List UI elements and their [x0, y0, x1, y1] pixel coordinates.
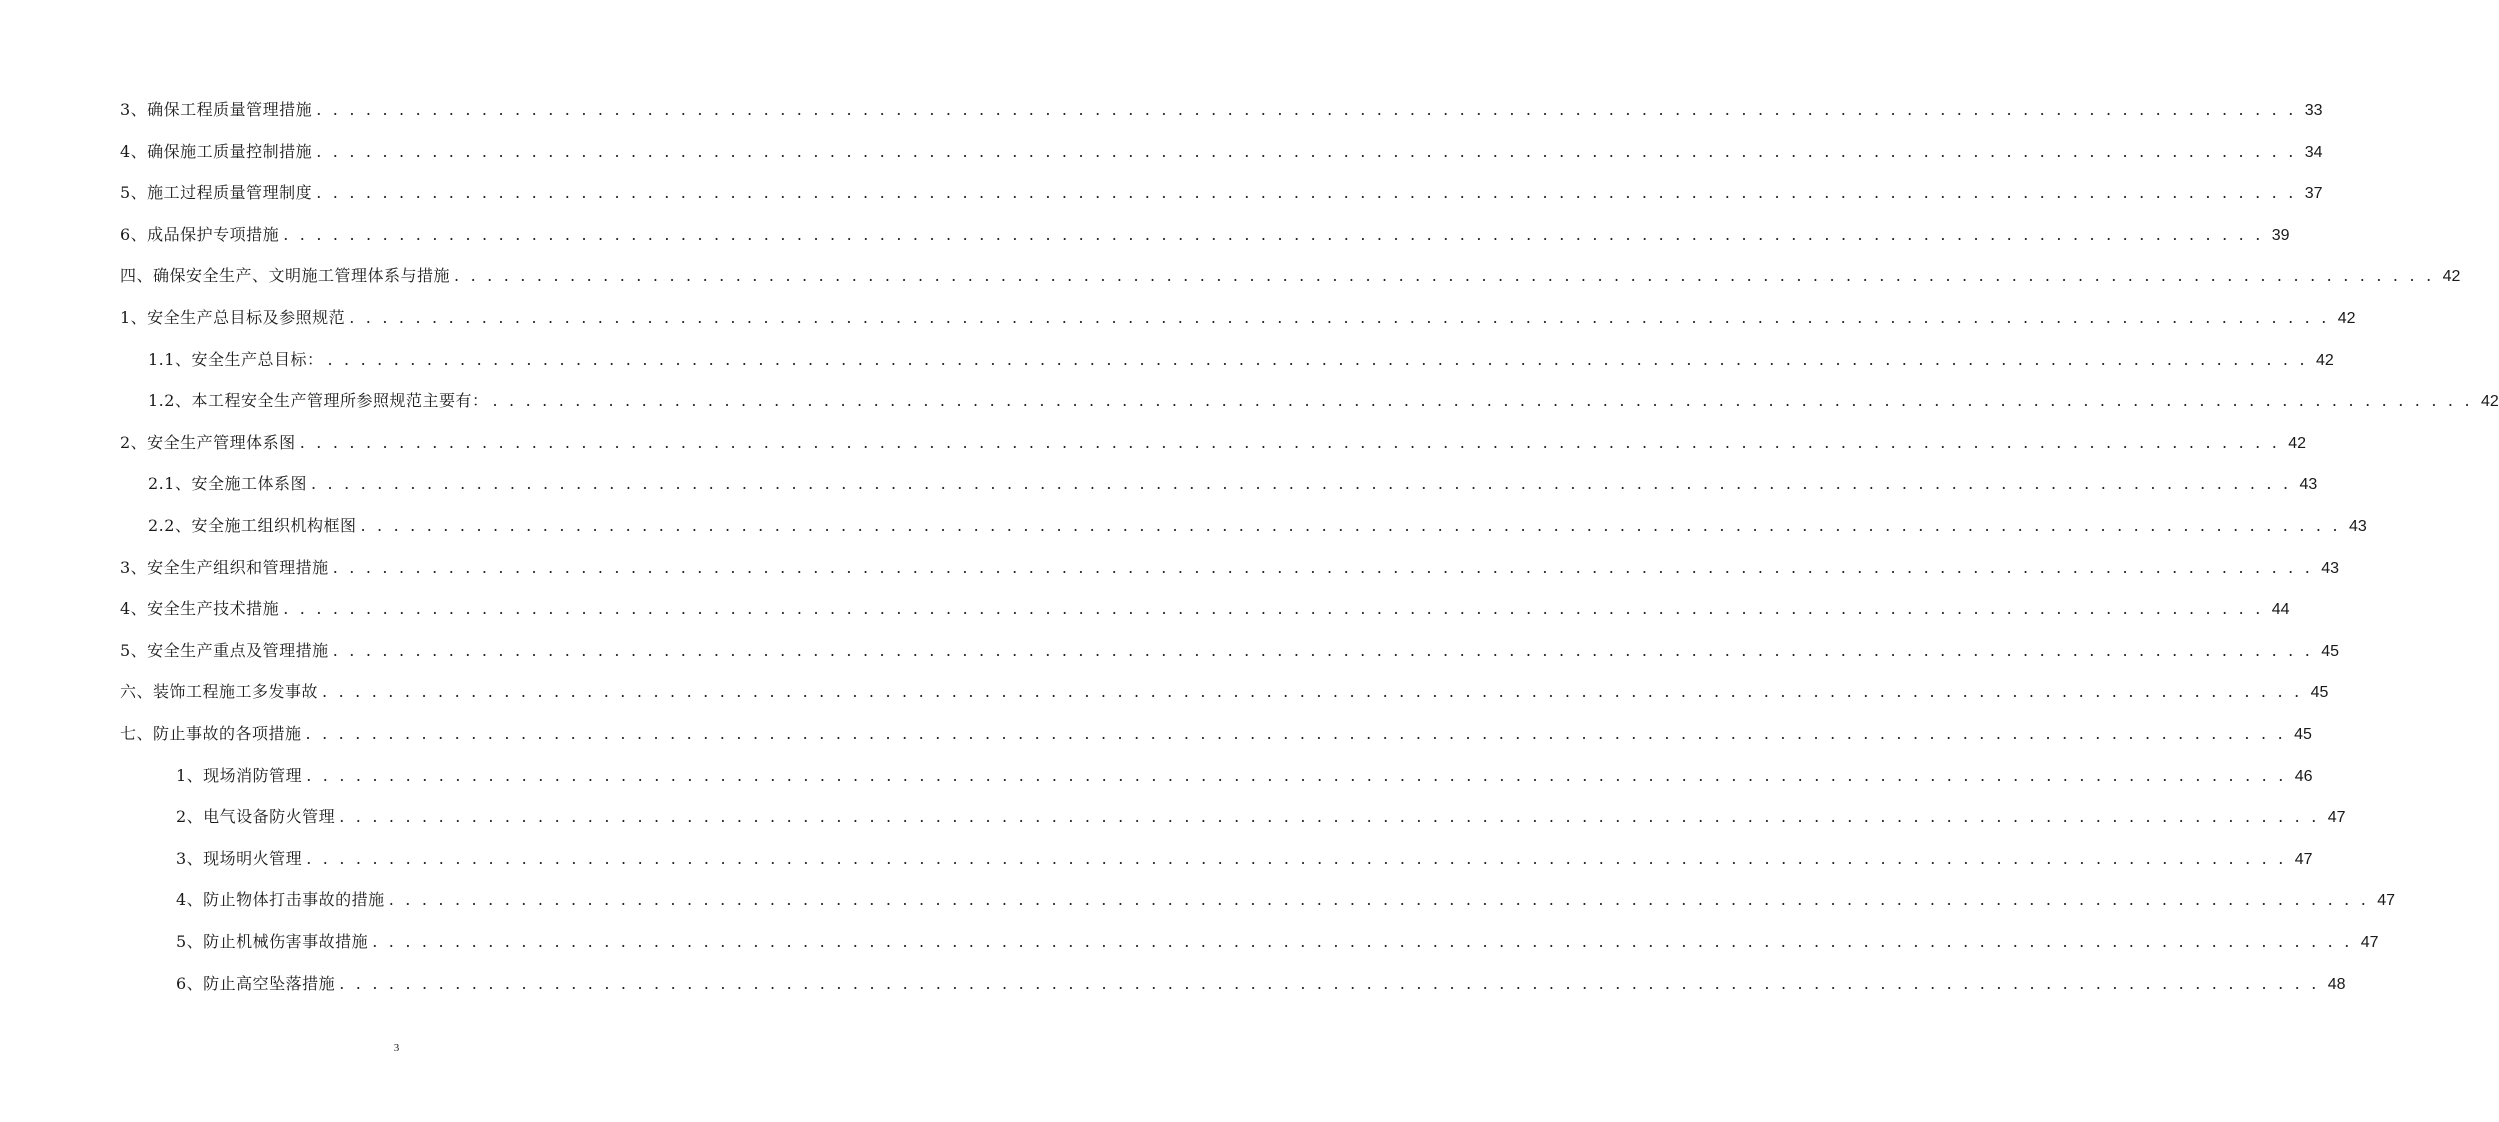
- toc-entry-page: 34: [2304, 144, 2323, 161]
- toc-dot-leader: . . . . . . . . . . . . . . . . . . . . . . . . . . . . . . . . . . . . . . . . . . . . . . . . . . . . . . . . . . . . . . . . . . . . . . . . . . . . . . . . . . . . . . . . . . . . . . . . . . . . . . . . . . . . . . . . . . . . . . . .: [332, 641, 2314, 660]
- toc-entry-page: 42: [2288, 435, 2307, 452]
- toc-entry[interactable]: [148, 388, 2499, 414]
- toc-entry-title: 1.2、本工程安全生产管理所参照规范主要有：: [148, 391, 489, 410]
- toc-entry-page: 48: [2327, 976, 2346, 993]
- toc-entry-page: 33: [2304, 102, 2323, 119]
- toc-dot-leader: . . . . . . . . . . . . . . . . . . . . . . . . . . . . . . . . . . . . . . . . . . . . . . . . . . . . . . . . . . . . . . . . . . . . . . . . . . . . . . . . . . . . . . . . . . . . . . . . . . . . . . . . . . . . . . . . . . . . . . . .: [339, 974, 2320, 993]
- toc-entry[interactable]: [176, 887, 2396, 913]
- toc-entry-page: 44: [2271, 601, 2290, 618]
- toc-entry[interactable]: [120, 430, 2307, 456]
- toc-entry-page: 43: [2299, 476, 2318, 493]
- toc-dot-leader: . . . . . . . . . . . . . . . . . . . . . . . . . . . . . . . . . . . . . . . . . . . . . . . . . . . . . . . . . . . . . . . . . . . . . . . . . . . . . . . . . . . . . . . . . . . . . . . . . . . . . . . . . . . . . . . . . . . . . . . .: [388, 890, 2370, 909]
- toc-dot-leader: . . . . . . . . . . . . . . . . . . . . . . . . . . . . . . . . . . . . . . . . . . . . . . . . . . . . . . . . . . . . . . . . . . . . . . . . . . . . . . . . . . . . . . . . . . . . . . . . . . . . . . . . . . . . . . . . . . . . . . . .: [322, 682, 2303, 701]
- toc-dot-leader: . . . . . . . . . . . . . . . . . . . . . . . . . . . . . . . . . . . . . . . . . . . . . . . . . . . . . . . . . . . . . . . . . . . . . . . . . . . . . . . . . . . . . . . . . . . . . . . . . . . . . . . . . . . . . . . . . . . . . . . .: [327, 350, 2308, 369]
- toc-dot-leader: . . . . . . . . . . . . . . . . . . . . . . . . . . . . . . . . . . . . . . . . . . . . . . . . . . . . . . . . . . . . . . . . . . . . . . . . . . . . . . . . . . . . . . . . . . . . . . . . . . . . . . . . . . . . . . . . . . . . . . . .: [299, 433, 2281, 452]
- toc-entry-page: 43: [2349, 518, 2367, 535]
- toc-entry[interactable]: [148, 347, 2334, 373]
- toc-entry[interactable]: [176, 971, 2346, 997]
- toc-entry[interactable]: [176, 804, 2346, 830]
- page-number: 3: [393, 1042, 400, 1054]
- toc-entry[interactable]: [148, 513, 2367, 539]
- toc-entry[interactable]: [120, 679, 2329, 705]
- toc-entry-title: 1.1、安全生产总目标：: [148, 350, 324, 369]
- toc-dot-leader: . . . . . . . . . . . . . . . . . . . . . . . . . . . . . . . . . . . . . . . . . . . . . . . . . . . . . . . . . . . . . . . . . . . . . . . . . . . . . . . . . . . . . . . . . . . . . . . . . . . . . . . . . . . . . . . . . . . . . . . .: [492, 391, 2473, 410]
- toc-dot-leader: . . . . . . . . . . . . . . . . . . . . . . . . . . . . . . . . . . . . . . . . . . . . . . . . . . . . . . . . . . . . . . . . . . . . . . . . . . . . . . . . . . . . . . . . . . . . . . . . . . . . . . . . . . . . . . . . . . . . . . . .: [306, 849, 2287, 868]
- toc-entry-title: 3、确保工程质量管理措施: [120, 100, 313, 119]
- toc-entry[interactable]: [120, 180, 2323, 206]
- toc-entry-page: 47: [2327, 809, 2346, 826]
- toc-entry-page: 43: [2321, 560, 2340, 577]
- toc-entry[interactable]: [176, 929, 2379, 955]
- toc-entry-title: 3、现场明火管理: [176, 849, 303, 868]
- toc-entry-page: 47: [2377, 892, 2396, 909]
- toc-entry-page: 42: [2316, 352, 2334, 369]
- toc-entry-page: 42: [2442, 268, 2461, 285]
- toc-dot-leader: . . . . . . . . . . . . . . . . . . . . . . . . . . . . . . . . . . . . . . . . . . . . . . . . . . . . . . . . . . . . . . . . . . . . . . . . . . . . . . . . . . . . . . . . . . . . . . . . . . . . . . . . . . . . . . . . . . . . . . . .: [349, 308, 2330, 327]
- toc-entry-title: 4、防止物体打击事故的措施: [176, 890, 385, 909]
- toc-dot-leader: . . . . . . . . . . . . . . . . . . . . . . . . . . . . . . . . . . . . . . . . . . . . . . . . . . . . . . . . . . . . . . . . . . . . . . . . . . . . . . . . . . . . . . . . . . . . . . . . . . . . . . . . . . . . . . . . . . . . . . . .: [316, 183, 2297, 202]
- toc-entry-page: 39: [2271, 227, 2290, 244]
- toc-entry-title: 4、安全生产技术措施: [120, 599, 280, 618]
- toc-dot-leader: . . . . . . . . . . . . . . . . . . . . . . . . . . . . . . . . . . . . . . . . . . . . . . . . . . . . . . . . . . . . . . . . . . . . . . . . . . . . . . . . . . . . . . . . . . . . . . . . . . . . . . . . . . . . . . . . . . . . . . . .: [306, 766, 2287, 785]
- toc-dot-leader: . . . . . . . . . . . . . . . . . . . . . . . . . . . . . . . . . . . . . . . . . . . . . . . . . . . . . . . . . . . . . . . . . . . . . . . . . . . . . . . . . . . . . . . . . . . . . . . . . . . . . . . . . . . . . . . . . . . . . . . .: [316, 142, 2297, 161]
- toc-entry-title: 1、安全生产总目标及参照规范: [120, 308, 346, 327]
- toc-entry-page: 45: [2310, 684, 2329, 701]
- toc-dot-leader: . . . . . . . . . . . . . . . . . . . . . . . . . . . . . . . . . . . . . . . . . . . . . . . . . . . . . . . . . . . . . . . . . . . . . . . . . . . . . . . . . . . . . . . . . . . . . . . . . . . . . . . . . . . . . . . . . . . . . . . .: [310, 474, 2292, 493]
- toc-entry[interactable]: [120, 596, 2290, 622]
- toc-entry-page: 45: [2321, 643, 2340, 660]
- toc-dot-leader: . . . . . . . . . . . . . . . . . . . . . . . . . . . . . . . . . . . . . . . . . . . . . . . . . . . . . . . . . . . . . . . . . . . . . . . . . . . . . . . . . . . . . . . . . . . . . . . . . . . . . . . . . . . . . . . . . . . . . . . .: [305, 724, 2286, 743]
- toc-entry[interactable]: [120, 222, 2290, 248]
- toc-entry[interactable]: [176, 763, 2313, 789]
- toc-entry[interactable]: [120, 305, 2356, 331]
- toc-entry-page: 45: [2294, 726, 2312, 743]
- toc-entry-title: 6、防止高空坠落措施: [176, 974, 336, 993]
- toc-dot-leader: . . . . . . . . . . . . . . . . . . . . . . . . . . . . . . . . . . . . . . . . . . . . . . . . . . . . . . . . . . . . . . . . . . . . . . . . . . . . . . . . . . . . . . . . . . . . . . . . . . . . . . . . . . . . . . . . . . . . . . . .: [332, 558, 2314, 577]
- toc-entry-title: 2.1、安全施工体系图: [148, 474, 307, 493]
- toc-entry-page: 47: [2360, 934, 2379, 951]
- toc-dot-leader: . . . . . . . . . . . . . . . . . . . . . . . . . . . . . . . . . . . . . . . . . . . . . . . . . . . . . . . . . . . . . . . . . . . . . . . . . . . . . . . . . . . . . . . . . . . . . . . . . . . . . . . . . . . . . . . . . . . . . . . .: [339, 807, 2320, 826]
- toc-entry-page: 47: [2294, 851, 2313, 868]
- toc-entry-title: 六、装饰工程施工多发事故: [120, 682, 319, 701]
- toc-entry-page: 46: [2294, 768, 2313, 785]
- toc-entry[interactable]: [120, 263, 2461, 289]
- toc-dot-leader: . . . . . . . . . . . . . . . . . . . . . . . . . . . . . . . . . . . . . . . . . . . . . . . . . . . . . . . . . . . . . . . . . . . . . . . . . . . . . . . . . . . . . . . . . . . . . . . . . . . . . . . . . . . . . . . . . . . . . . . .: [360, 516, 2341, 535]
- toc-entry[interactable]: [176, 846, 2313, 872]
- toc-entry-page: 37: [2304, 185, 2323, 202]
- toc-entry-title: 6、成品保护专项措施: [120, 225, 280, 244]
- toc-entry[interactable]: [120, 139, 2323, 165]
- toc-entry[interactable]: [120, 721, 2312, 747]
- toc-entry-title: 1、现场消防管理: [176, 766, 303, 785]
- toc-entry-title: 2、电气设备防火管理: [176, 807, 336, 826]
- toc-entry-title: 4、确保施工质量控制措施: [120, 142, 313, 161]
- toc-entry-title: 3、安全生产组织和管理措施: [120, 558, 329, 577]
- toc-entry[interactable]: [120, 638, 2340, 664]
- toc-entry-title: 2.2、安全施工组织机构框图: [148, 516, 357, 535]
- toc-entry-title: 四、确保安全生产、文明施工管理体系与措施: [120, 266, 451, 285]
- toc-dot-leader: . . . . . . . . . . . . . . . . . . . . . . . . . . . . . . . . . . . . . . . . . . . . . . . . . . . . . . . . . . . . . . . . . . . . . . . . . . . . . . . . . . . . . . . . . . . . . . . . . . . . . . . . . . . . . . . . . . . . . . . .: [316, 100, 2297, 119]
- toc-entry-page: 42: [2337, 310, 2356, 327]
- toc-dot-leader: . . . . . . . . . . . . . . . . . . . . . . . . . . . . . . . . . . . . . . . . . . . . . . . . . . . . . . . . . . . . . . . . . . . . . . . . . . . . . . . . . . . . . . . . . . . . . . . . . . . . . . . . . . . . . . . . . . . . . . . .: [454, 266, 2435, 285]
- toc-entry-page: 42: [2481, 393, 2499, 410]
- toc-entry-title: 5、施工过程质量管理制度: [120, 183, 313, 202]
- toc-dot-leader: . . . . . . . . . . . . . . . . . . . . . . . . . . . . . . . . . . . . . . . . . . . . . . . . . . . . . . . . . . . . . . . . . . . . . . . . . . . . . . . . . . . . . . . . . . . . . . . . . . . . . . . . . . . . . . . . . . . . . . . .: [372, 932, 2353, 951]
- toc-entry-title: 七、防止事故的各项措施: [120, 724, 302, 743]
- toc-dot-leader: . . . . . . . . . . . . . . . . . . . . . . . . . . . . . . . . . . . . . . . . . . . . . . . . . . . . . . . . . . . . . . . . . . . . . . . . . . . . . . . . . . . . . . . . . . . . . . . . . . . . . . . . . . . . . . . . . . . . . . . .: [283, 599, 2264, 618]
- toc-entry-title: 5、防止机械伤害事故措施: [176, 932, 369, 951]
- toc-entry[interactable]: [120, 555, 2340, 581]
- toc-dot-leader: . . . . . . . . . . . . . . . . . . . . . . . . . . . . . . . . . . . . . . . . . . . . . . . . . . . . . . . . . . . . . . . . . . . . . . . . . . . . . . . . . . . . . . . . . . . . . . . . . . . . . . . . . . . . . . . . . . . . . . . .: [283, 225, 2264, 244]
- toc-entry-title: 2、安全生产管理体系图: [120, 433, 296, 452]
- toc-entry[interactable]: [120, 97, 2323, 123]
- toc-entry-title: 5、安全生产重点及管理措施: [120, 641, 329, 660]
- toc-entry[interactable]: [148, 471, 2318, 497]
